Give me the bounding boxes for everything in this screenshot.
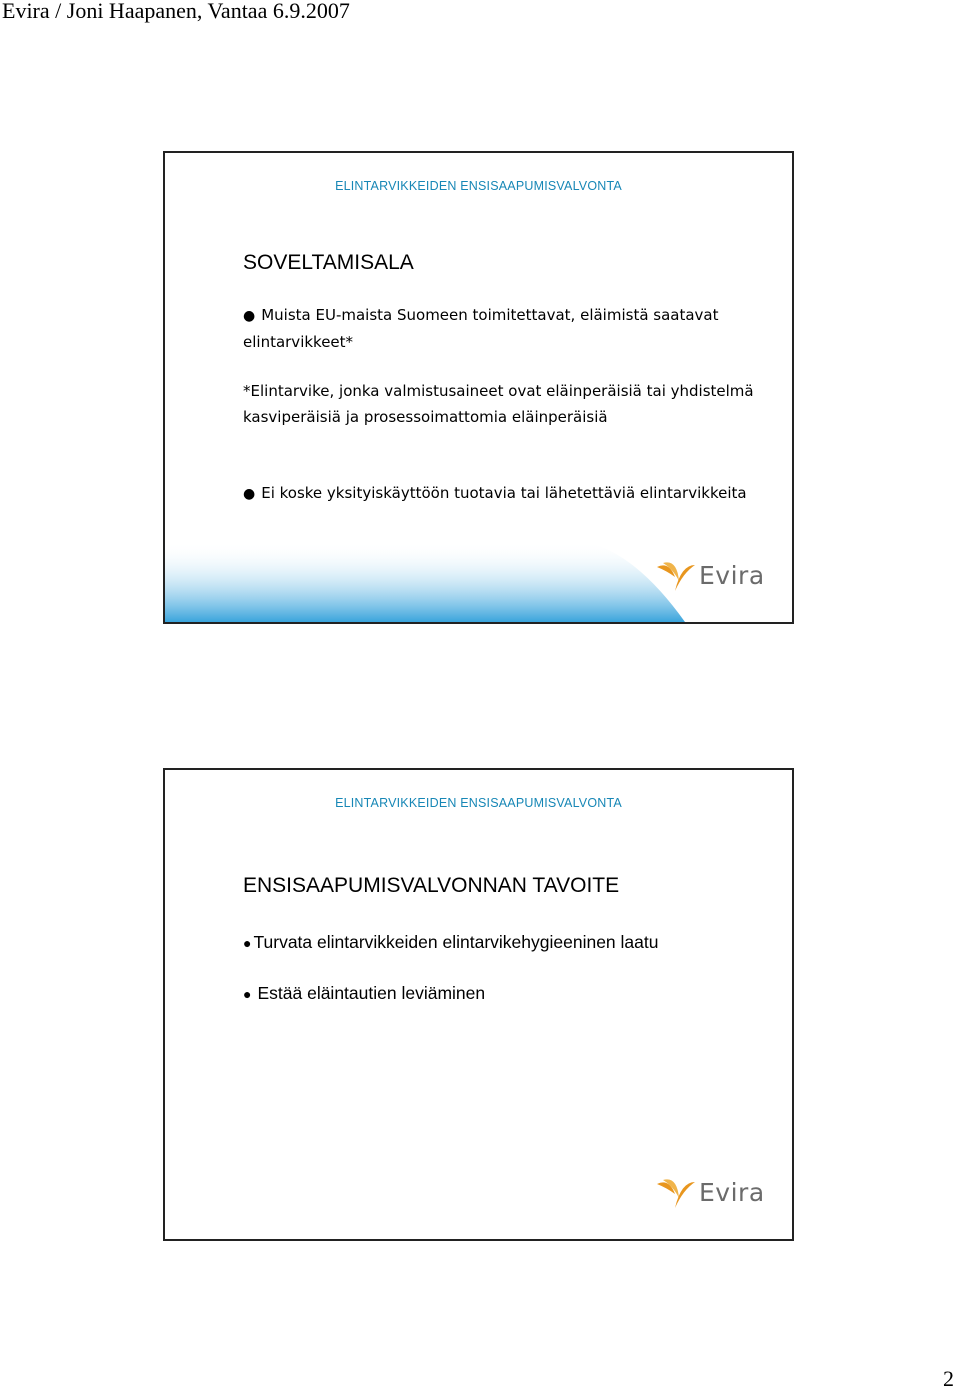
bullet-text: Ei koske yksityiskäyttöön tuotavia tai lähetettäviä elintarvikkeita: [261, 484, 747, 502]
logo-text: Evira: [699, 1178, 765, 1207]
bullet-text: Muista EU-maista Suomeen toimitettavat, eläimistä saatavat elintarvikkeet*: [243, 306, 719, 351]
bullet-dot-icon: ●: [243, 935, 252, 951]
slide-title: SOVELTAMISALA: [243, 251, 414, 274]
evira-logo: [655, 557, 775, 597]
page-number: 2: [943, 1366, 954, 1391]
bullet-item: [243, 981, 763, 1008]
slide-header: ELINTARVIKKEIDEN ENSISAAPUMISVALVONTA: [335, 179, 622, 193]
evira-logo-icon: [655, 559, 697, 595]
slide-header: ELINTARVIKKEIDEN ENSISAAPUMISVALVONTA: [335, 796, 622, 810]
slide-title: ENSISAAPUMISVALVONNAN TAVOITE: [243, 874, 620, 897]
evira-logo: [655, 1174, 775, 1214]
slide-2: [163, 768, 794, 1241]
page-header: Evira / Joni Haapanen, Vantaa 6.9.2007: [2, 0, 350, 23]
bullet-item: [243, 303, 763, 355]
bullet-item: [243, 930, 763, 957]
evira-logo-icon: [655, 1176, 697, 1212]
logo-text: Evira: [699, 561, 765, 590]
bullet-dot-icon: ●: [243, 486, 256, 502]
bullet-dot-icon: ●: [243, 308, 256, 324]
slide-1: [163, 151, 794, 624]
bullet-text: Turvata elintarvikkeiden elintarvikehygieeninen laatu: [253, 932, 659, 952]
bullet-dot-icon: ●: [243, 986, 252, 1002]
bullet-item: [243, 481, 763, 508]
bullet-text: Estää eläintautien leviäminen: [257, 983, 486, 1003]
footnote-text: *Elintarvike, jonka valmistusaineet ovat eläinperäisiä tai yhdistelmä kasviperäisiä ja prosessoimattomia eläinperäisiä: [243, 382, 754, 426]
